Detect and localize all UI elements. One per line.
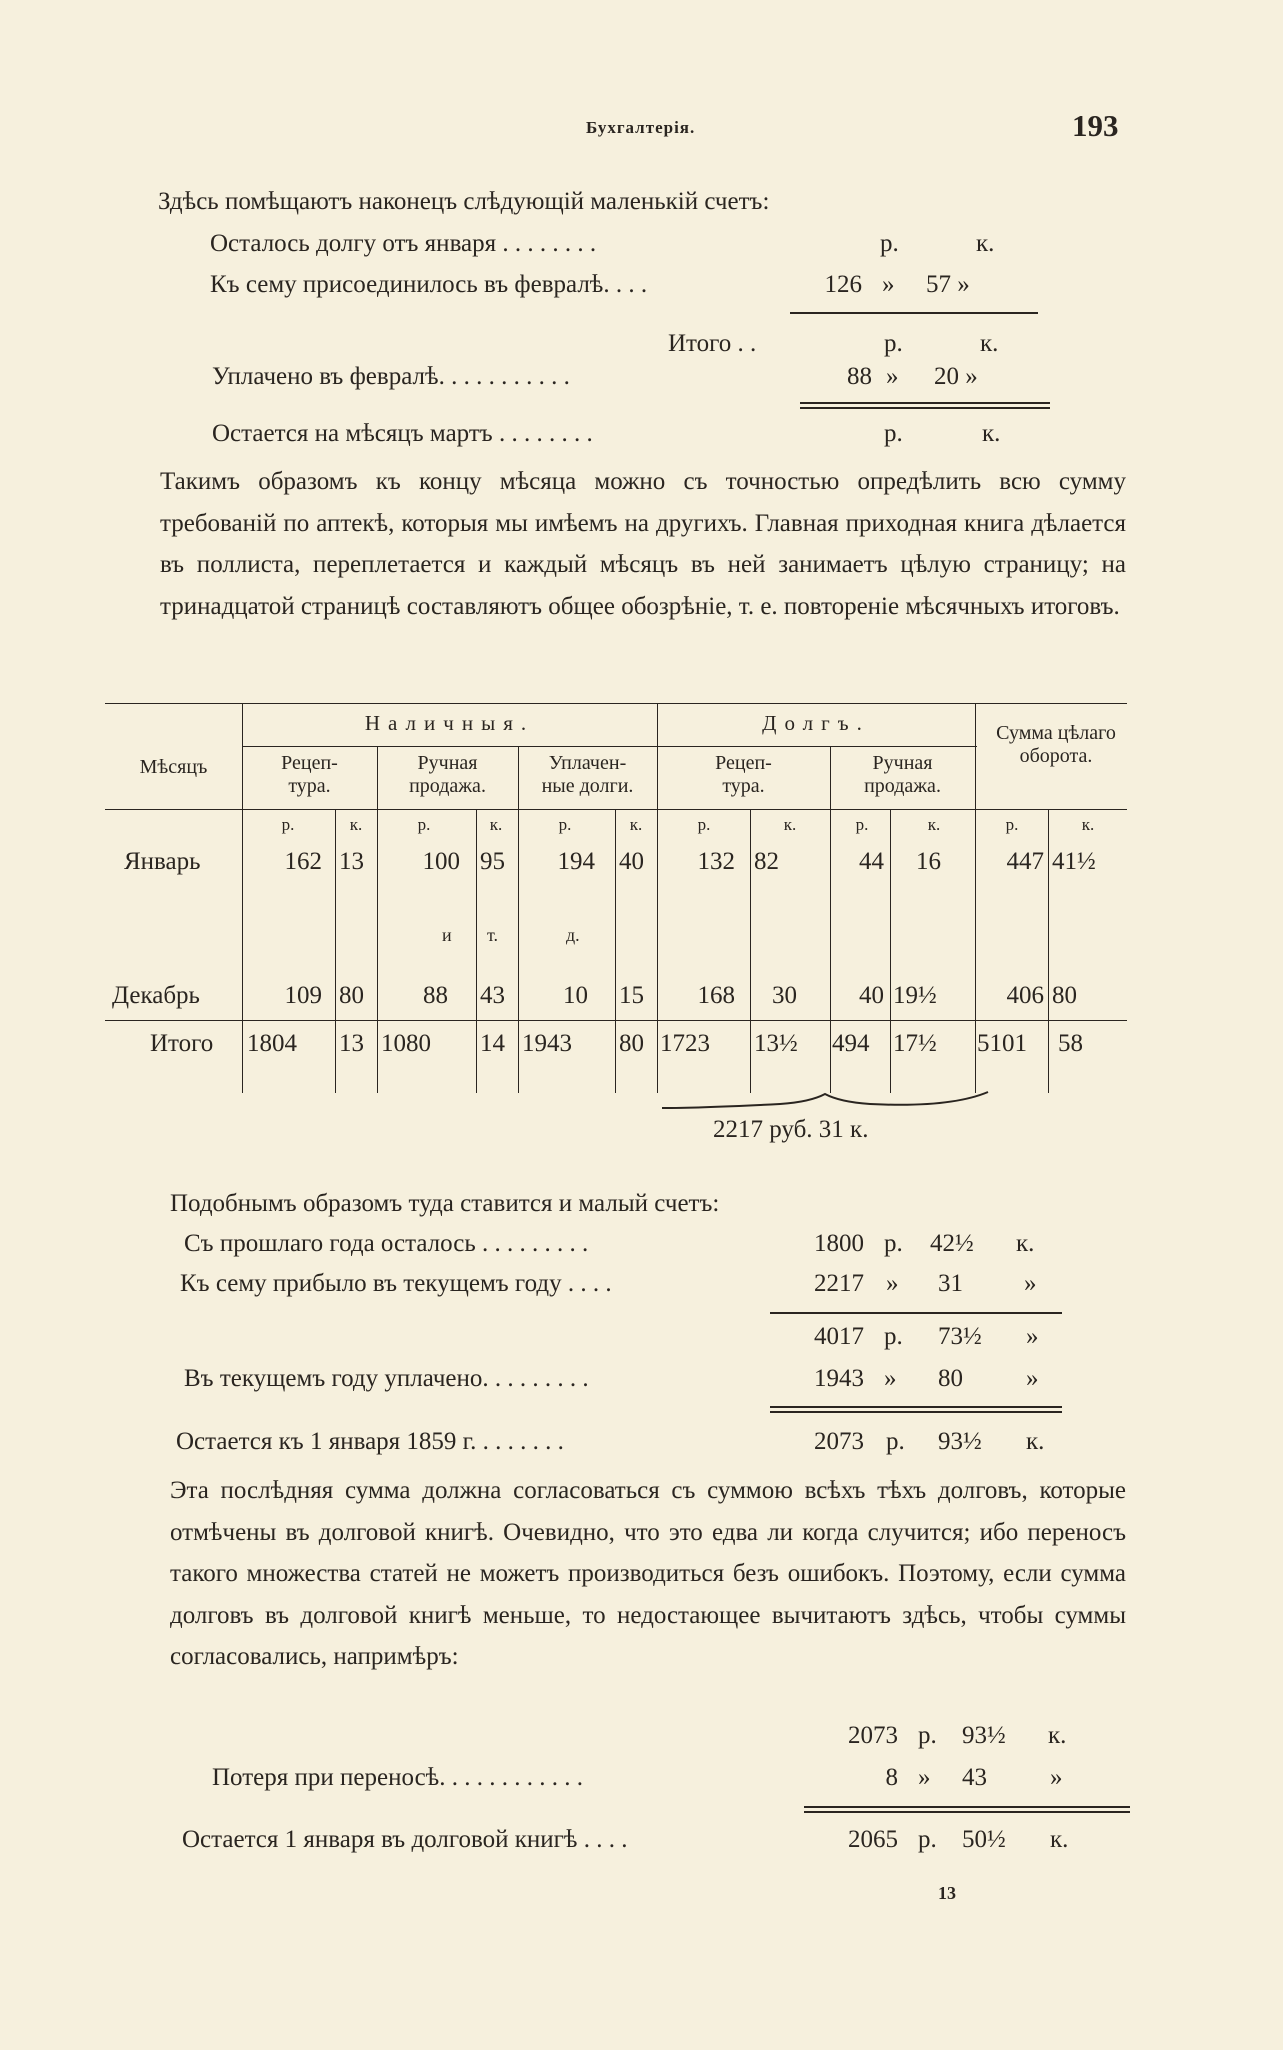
cell: 44 bbox=[859, 848, 884, 875]
block2-row4-kop: 80 bbox=[938, 1365, 963, 1392]
block3-row3-label: Остается 1 января въ долговой книгѣ . . . . bbox=[182, 1826, 628, 1853]
block2-row2-kop: 31 bbox=[938, 1270, 963, 1297]
col-line-3 bbox=[518, 746, 519, 1093]
block1-row3-kop: к. bbox=[980, 330, 999, 357]
block1-row2-label: Къ сему присоединилось въ февралѣ. . . . bbox=[210, 271, 648, 298]
paragraph-2-text: Эта послѣдняя сумма должна согласоваться съ суммою всѣхъ тѣхъ долговъ, которые отмѣчены въ долговой книгѣ. Очевидно, что это едва ли когда случится; ибо переносъ такого множества статей не можетъ производиться безъ ошибокъ. Поэтому, если сумма долговъ въ долговой книгѣ меньше, то недостающее вычитаютъ здѣсь, чтобы суммы согласовались, напримѣръ: bbox=[170, 1477, 1126, 1670]
cell: 17½ bbox=[893, 1030, 937, 1057]
cell: 100 bbox=[422, 848, 460, 875]
unit-k-6: к. bbox=[1081, 815, 1095, 834]
cell: 13 bbox=[339, 848, 364, 875]
cell: 95 bbox=[480, 848, 505, 875]
cell: 80 bbox=[619, 1030, 644, 1057]
cell: 194 bbox=[557, 848, 595, 875]
cell: 30 bbox=[772, 982, 797, 1009]
cell: 1723 bbox=[660, 1030, 710, 1057]
block1-row2-kop: 57 » bbox=[926, 271, 970, 298]
cell: 43 bbox=[480, 982, 505, 1009]
col-line-1k bbox=[335, 809, 336, 1093]
cell: 19½ bbox=[893, 982, 937, 1009]
block1-row1-kop: к. bbox=[976, 230, 995, 257]
block3-row3-rub: 2065 bbox=[848, 1826, 898, 1853]
th-total-turnover: Сумма цѣлаго оборота. bbox=[996, 722, 1116, 767]
ellipsis-i: и bbox=[442, 925, 452, 945]
unit-k-2: к. bbox=[489, 815, 503, 834]
block2-row3-rub: 4017 bbox=[814, 1323, 864, 1350]
cell: 16 bbox=[916, 848, 941, 875]
cell: 10 bbox=[563, 982, 588, 1009]
block2-row4-label: Въ текущемъ году уплачено. . . . . . . . . bbox=[184, 1365, 589, 1392]
th-cash-paid-debts: Уплачен- ные долги. bbox=[541, 752, 634, 797]
cell: 13 bbox=[339, 1030, 364, 1057]
table-group-rule bbox=[242, 746, 977, 747]
block1-row5-kop: к. bbox=[982, 420, 1001, 447]
block2-rule1 bbox=[770, 1312, 1062, 1314]
block1-row1-rub: р. bbox=[880, 230, 899, 257]
th-month: Мѣсяцъ bbox=[139, 756, 208, 778]
th-debt-group: Долгъ. bbox=[762, 711, 870, 735]
table-top-rule bbox=[105, 703, 1127, 704]
block1-rule1 bbox=[790, 312, 1038, 314]
block3-rule2 bbox=[804, 1811, 1130, 1813]
col-line-6k bbox=[1048, 809, 1049, 1093]
signature-mark: 13 bbox=[938, 1883, 956, 1903]
block3-row2-sep: » bbox=[918, 1764, 931, 1791]
paragraph-2 bbox=[170, 1470, 1126, 1678]
block2-row5-tail: к. bbox=[1026, 1428, 1045, 1455]
block1-row4-kop: 20 » bbox=[934, 363, 978, 390]
block1-row4-sep: » bbox=[886, 363, 899, 390]
block2-row3-tail: » bbox=[1026, 1323, 1039, 1350]
block2-row5-kop: 93½ bbox=[938, 1428, 982, 1455]
block3-row2-rub: 8 bbox=[885, 1764, 898, 1791]
cell: 13½ bbox=[754, 1030, 798, 1057]
table-header-rule bbox=[105, 809, 1127, 810]
cell: 162 bbox=[284, 848, 322, 875]
cell: 406 bbox=[1006, 982, 1044, 1009]
block1-row4-label: Уплачено въ февралѣ. . . . . . . . . . . bbox=[212, 363, 570, 390]
cell: 88 bbox=[423, 982, 448, 1009]
block3-rule1 bbox=[804, 1806, 1130, 1808]
ellipsis-d: д. bbox=[566, 925, 580, 945]
block1-row5-label: Остается на мѣсяцъ мартъ . . . . . . . . bbox=[212, 420, 593, 447]
cell: 1943 bbox=[522, 1030, 572, 1057]
cell: 132 bbox=[697, 848, 735, 875]
block1-rule3 bbox=[800, 407, 1050, 409]
block2-row1-tail: к. bbox=[1016, 1230, 1035, 1257]
unit-r-3: р. bbox=[558, 815, 572, 834]
unit-r-5: р. bbox=[855, 815, 869, 834]
unit-k-4: к. bbox=[783, 815, 797, 834]
col-line-5k bbox=[890, 809, 891, 1093]
block1-intro: Здѣсь помѣщаютъ наконецъ слѣдующій маленькій счетъ: bbox=[158, 188, 770, 215]
page-number: 193 bbox=[1072, 108, 1119, 143]
block3-row2-label: Потеря при переносѣ. . . . . . . . . . . . bbox=[212, 1764, 583, 1791]
th-cash-prescription: Рецеп- тура. bbox=[281, 752, 338, 797]
col-line-2 bbox=[377, 746, 378, 1093]
col-line-5 bbox=[830, 746, 831, 1093]
row-december-month: Декабрь bbox=[112, 982, 200, 1009]
block3-row1-kop: 93½ bbox=[962, 1722, 1006, 1749]
block3-row2-tail: » bbox=[1050, 1764, 1063, 1791]
cell: 14 bbox=[480, 1030, 505, 1057]
unit-r-1: р. bbox=[281, 815, 295, 834]
cell: 168 bbox=[697, 982, 735, 1009]
block2-row5-sep: р. bbox=[886, 1428, 905, 1455]
th-cash-group: Наличныя. bbox=[364, 711, 535, 735]
th-debt-handsale: Ручная продажа. bbox=[864, 752, 941, 797]
table-total-rule bbox=[105, 1020, 1127, 1021]
block2-row1-kop: 42½ bbox=[930, 1230, 974, 1257]
block2-row4-rub: 1943 bbox=[814, 1365, 864, 1392]
block2-row1-label: Съ прошлаго года осталось . . . . . . . . . bbox=[184, 1230, 589, 1257]
block3-row3-tail: к. bbox=[1050, 1826, 1069, 1853]
block1-row3-rub: р. bbox=[884, 330, 903, 357]
block3-row1-tail: к. bbox=[1048, 1722, 1067, 1749]
block1-row5-rub: р. bbox=[884, 420, 903, 447]
block2-row4-tail: » bbox=[1026, 1365, 1039, 1392]
cell: 1080 bbox=[381, 1030, 431, 1057]
block2-row2-rub: 2217 bbox=[814, 1270, 864, 1297]
block3-row1-sep: р. bbox=[918, 1722, 937, 1749]
block3-row2-kop: 43 bbox=[962, 1764, 987, 1791]
cell: 40 bbox=[619, 848, 644, 875]
unit-r-2: р. bbox=[417, 815, 431, 834]
th-cash-handsale: Ручная продажа. bbox=[409, 752, 486, 797]
paragraph-1-text: Такимъ образомъ къ концу мѣсяца можно съ точностью опредѣлить всю сумму требованій по аптекѣ, которыя мы имѣемъ на другихъ. Главная приходная книга дѣлается въ поллиста, переплетается и каждый мѣсяцъ въ ней занимаетъ цѣлую страницу; на тринадцатой страницѣ составляютъ общее обозрѣніе, т. е. повтореніе мѣсячныхъ итоговъ. bbox=[160, 468, 1126, 620]
cell: 1804 bbox=[247, 1030, 297, 1057]
block3-row3-sep: р. bbox=[918, 1826, 937, 1853]
block2-rule2 bbox=[770, 1406, 1062, 1408]
block3-row1-rub: 2073 bbox=[848, 1722, 898, 1749]
block1-row4-rub: 88 bbox=[847, 363, 872, 390]
block2-row2-label: Къ сему прибыло въ текущемъ году . . . . bbox=[180, 1270, 612, 1297]
unit-r-4: р. bbox=[697, 815, 711, 834]
block2-intro: Подобнымъ образомъ туда ставится и малый счетъ: bbox=[170, 1190, 720, 1217]
running-header: Бухгалтерія. bbox=[586, 118, 696, 137]
block2-row2-tail: » bbox=[1024, 1270, 1037, 1297]
row-january-month: Январь bbox=[124, 848, 201, 875]
block2-row5-label: Остается къ 1 января 1859 г. . . . . . . . bbox=[176, 1428, 564, 1455]
paragraph-1 bbox=[160, 461, 1126, 627]
block2-rule3 bbox=[770, 1411, 1062, 1413]
block2-row3-kop: 73½ bbox=[938, 1323, 982, 1350]
unit-r-6: р. bbox=[1005, 815, 1019, 834]
col-line-4k bbox=[750, 809, 751, 1093]
cell: 41½ bbox=[1052, 848, 1096, 875]
cell: 80 bbox=[339, 982, 364, 1009]
cell: 58 bbox=[1058, 1030, 1083, 1057]
row-total-month: Итого bbox=[150, 1030, 214, 1057]
block1-row3-label: Итого . . bbox=[668, 330, 757, 357]
unit-k-5: к. bbox=[927, 815, 941, 834]
block1-row2-sep: » bbox=[882, 271, 895, 298]
block2-row1-sep: р. bbox=[884, 1230, 903, 1257]
cell: 82 bbox=[754, 848, 779, 875]
debt-brace bbox=[660, 1090, 990, 1114]
unit-k-1: к. bbox=[349, 815, 363, 834]
cell: 80 bbox=[1052, 982, 1077, 1009]
block1-row2-rub: 126 bbox=[824, 271, 862, 298]
block2-row3-sep: р. bbox=[884, 1323, 903, 1350]
block2-row5-rub: 2073 bbox=[814, 1428, 864, 1455]
block3-row3-kop: 50½ bbox=[962, 1826, 1006, 1853]
block1-rule2 bbox=[800, 402, 1050, 404]
unit-k-3: к. bbox=[629, 815, 643, 834]
col-line-6 bbox=[975, 703, 976, 1093]
debt-sum: 2217 руб. 31 к. bbox=[713, 1116, 869, 1143]
block2-row1-rub: 1800 bbox=[814, 1230, 864, 1257]
ellipsis-t: т. bbox=[487, 925, 499, 945]
block2-row2-sep: » bbox=[886, 1270, 899, 1297]
col-line-3k bbox=[615, 809, 616, 1093]
cell: 5101 bbox=[977, 1030, 1027, 1057]
cell: 109 bbox=[284, 982, 322, 1009]
cell: 494 bbox=[832, 1030, 870, 1057]
block2-row4-sep: » bbox=[884, 1365, 897, 1392]
cell: 447 bbox=[1006, 848, 1044, 875]
cell: 40 bbox=[859, 982, 884, 1009]
col-line-2k bbox=[476, 809, 477, 1093]
th-debt-prescription: Рецеп- тура. bbox=[715, 752, 772, 797]
block1-row1-label: Осталось долгу отъ января . . . . . . . . bbox=[210, 230, 597, 257]
cell: 15 bbox=[619, 982, 644, 1009]
